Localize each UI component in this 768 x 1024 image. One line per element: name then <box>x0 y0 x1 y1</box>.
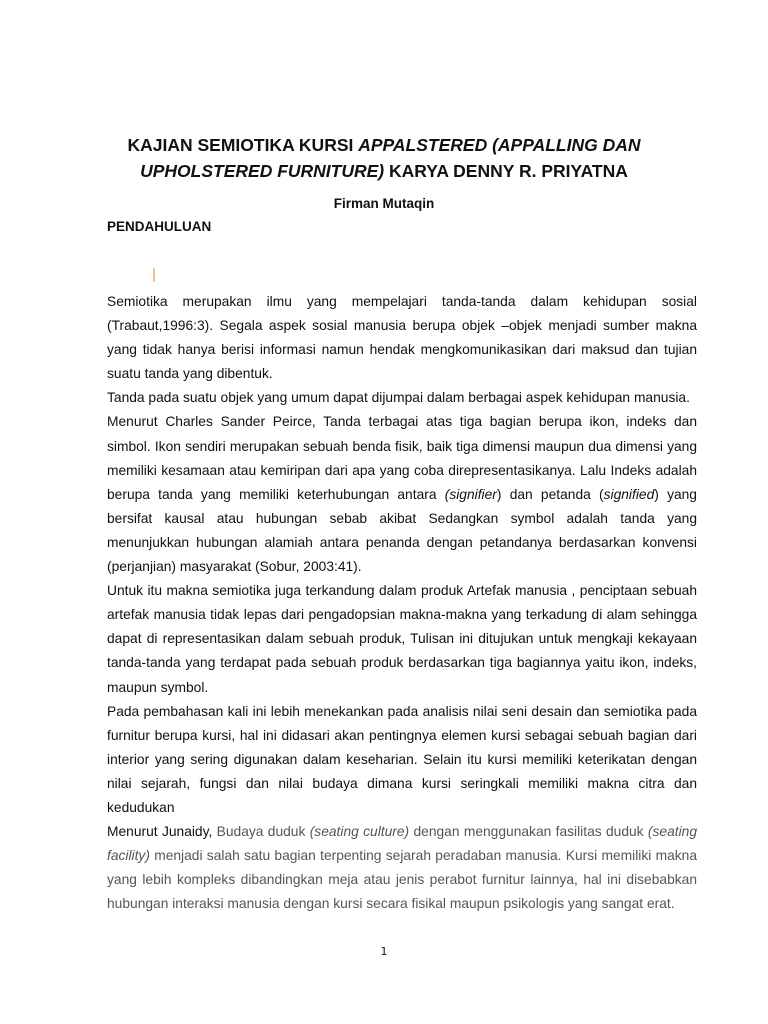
paragraph-2: Tanda pada suatu objek yang umum dapat dijumpai dalam berbagai aspek kehidupan manusia. <box>107 390 690 406</box>
paragraph-6-seating-facility: (seating facility) <box>107 824 697 864</box>
section-heading: PENDAHULUAN <box>107 219 212 234</box>
paragraph-6-seating-culture: (seating culture) <box>309 824 410 840</box>
body-text <box>107 290 697 916</box>
document-title <box>60 132 708 184</box>
paragraph-6-text-a: Menurut Junaidy, <box>107 824 213 840</box>
cursor-mark <box>153 268 155 282</box>
paragraph-4: Untuk itu makna semiotika juga terkandung dalam produk Artefak manusia , penciptaan sebuah artefak manusia tidak lepas dari pengadopsian makna-makna yang terkadung di alam sehingga dapat di representasikan dalam sebuah produk, Tulisan ini ditujukan untuk mengkaji kekayaan tanda-tanda yang terdapat pada sebuah produk berdasarkan tiga bagiannya yaitu ikon, indeks, maupun symbol. <box>107 583 697 695</box>
paragraph-3-text-c: ) dan petanda ( <box>496 486 604 502</box>
paragraph-5: Pada pembahasan kali ini lebih menekankan pada analisis nilai seni desain dan semiotika pada furnitur berupa kursi, hal ini didasari akan pentingnya elemen kursi sebagai sebuah bagian dari interior yang sering digunakan dalam keseharian. Selain itu kursi memiliki keterikatan dengan nilai sejarah, fungsi dan nilai budaya dimana kursi seringkali memiliki makna citra dan kedudukan <box>107 703 697 815</box>
title-part-1: KAJIAN SEMIOTIKA KURSI <box>127 135 359 155</box>
paragraph-6 <box>107 820 697 916</box>
paragraph-1: Semiotika merupakan ilmu yang mempelajari tanda-tanda dalam kehidupan sosial (Trabaut,1996:3). Segala aspek sosial manusia berupa objek –objek menjadi sumber makna yang tidak hanya berisi informasi namun hendak mengkomunikasikan dari maksud dan tujian suatu tanda yang dibentuk. <box>107 294 697 382</box>
author-name: Firman Mutaqin <box>333 196 435 211</box>
paragraph-3-signified: signified <box>603 486 655 502</box>
page-number: 1 <box>380 945 388 958</box>
title-part-3: KARYA DENNY R. PRIYATNA <box>384 161 628 181</box>
paragraph-3 <box>107 410 697 579</box>
paragraph-3-signifier: (signifier <box>444 486 497 502</box>
title-part-2: APPALSTERED (APPALLING DAN UPHOLSTERED FURNITURE) <box>140 135 641 181</box>
paragraph-3-text-e: ) yang bersifat kausal atau hubungan sebab akibat Sedangkan symbol adalah tanda yang menunjukkan hubungan alamiah antara penanda dengan petandanya berdasarkan konvensi (perjanjian) masyarakat (Sobur, 2003:41). <box>107 486 697 575</box>
paragraph-6-text-f: menjadi salah satu bagian terpenting sejarah peradaban manusia. Kursi memiliki makna yang lebih kompleks dibandingkan meja atau jenis perabot furnitur lainnya, hal ini disebabkan hubungan interaksi manusia dengan kursi secara fisikal maupun psikologis yang sangat erat. <box>107 848 697 912</box>
paragraph-6-text-d: dengan menggunakan fasilitas duduk <box>409 824 648 840</box>
paragraph-3-text-a: Menurut Charles Sander Peirce, Tanda terbagai atas tiga bagian berupa ikon, indeks dan simbol. Ikon sendiri merupakan sebuah benda fisik, baik tiga dimensi maupun dua dimensi yang memiliki kesamaan atau kemiripan dari apa yang coba direpresentasikanya. Lalu Indeks adalah berupa tanda yang memiliki keterhubungan antara <box>107 414 697 502</box>
paragraph-6-text-b: Budaya duduk <box>212 824 310 840</box>
